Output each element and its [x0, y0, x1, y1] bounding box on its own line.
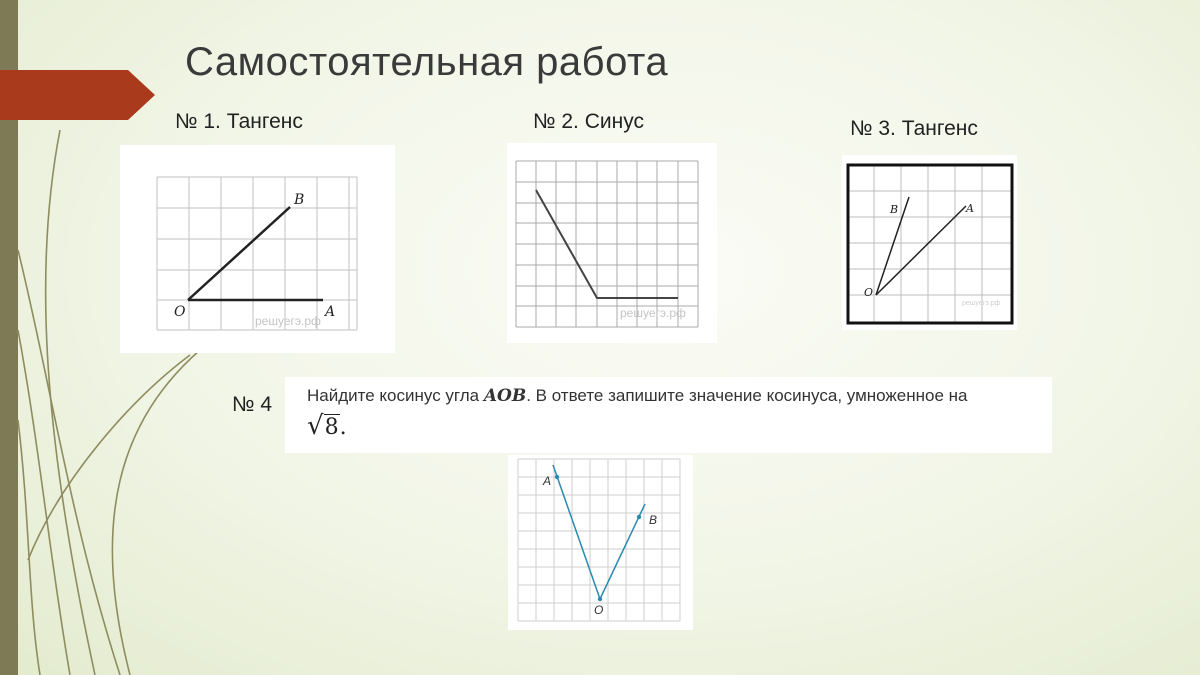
task-2-figure [507, 143, 717, 343]
task-2-label: № 2. Синус [533, 110, 644, 133]
task-4-question: Найдите косинус угла AOB. В ответе запишите значение косинуса, умноженное на [307, 386, 968, 406]
task-4-point-a: A [543, 474, 552, 488]
task-4-point-b: B [649, 513, 658, 527]
task-3-watermark: решуегэ.рф [962, 300, 1001, 307]
task-1-figure [120, 145, 395, 353]
task-1-label: № 1. Тангенс [175, 110, 303, 133]
task-3-point-b: B [890, 203, 899, 216]
task-4-sqrt-value: 8 [324, 415, 339, 440]
task-4-point-o: O [594, 603, 604, 617]
task-4-statement [285, 377, 1052, 453]
task-3-point-o: O [864, 286, 874, 299]
task-2-watermark: решуегэ.рф [620, 306, 686, 320]
task-4-figure [508, 455, 693, 630]
title-accent-arrow [0, 70, 155, 120]
task-4-label: № 4 [232, 393, 273, 416]
task-4-sqrt: √8. [307, 411, 347, 441]
task-1-point-a: A [325, 304, 336, 320]
task-3-point-a: A [966, 202, 974, 215]
task-1-watermark: решуегэ.рф [255, 314, 321, 328]
task-3-label: № 3. Тангенс [850, 117, 978, 140]
task-1-point-b: B [294, 192, 305, 208]
task-1-point-o: O [174, 304, 186, 320]
slide-title: Самостоятельная работа [185, 40, 669, 84]
task-4-angle: AOB [483, 386, 527, 406]
task-3-figure [842, 155, 1017, 330]
